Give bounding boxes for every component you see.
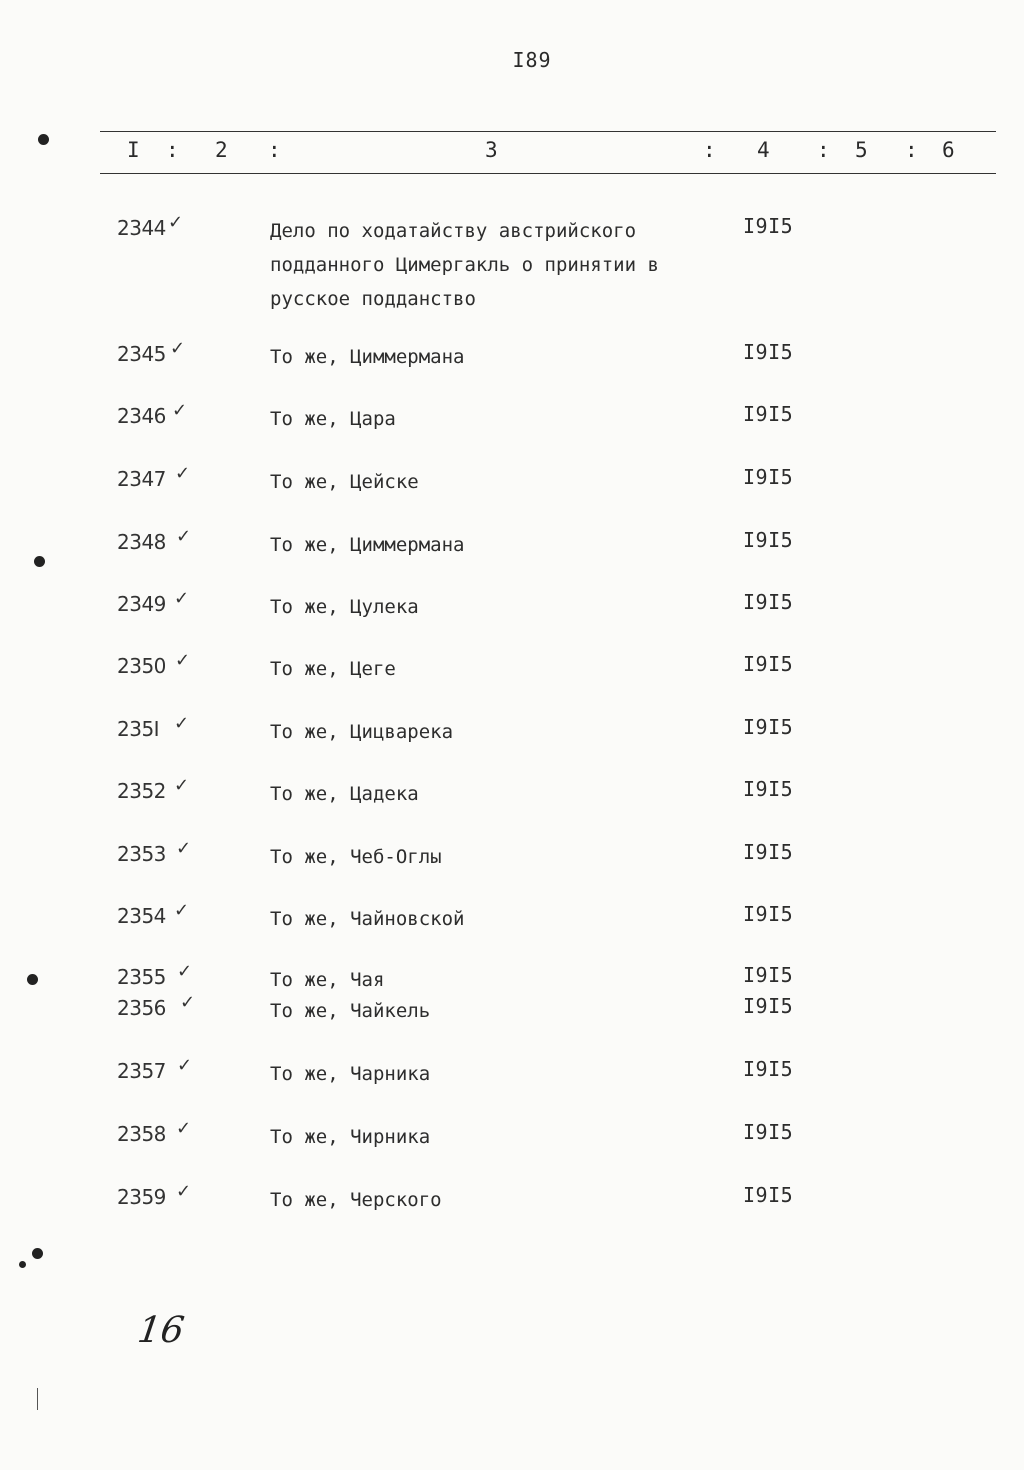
check-mark-icon: ✓: [174, 713, 190, 734]
record-year: I9I5: [743, 1057, 794, 1081]
header-separator: :: [817, 138, 830, 162]
header-col-3: 3: [485, 138, 498, 162]
record-description: То же, Циммермана: [270, 346, 465, 368]
punch-hole-mark: [34, 556, 45, 567]
header-separator: :: [703, 138, 716, 162]
record-description: То же, Чеб-Оглы: [270, 846, 442, 868]
header-top-rule: [100, 131, 996, 132]
margin-mark: [37, 1388, 38, 1410]
record-description: То же, Цадека: [270, 783, 419, 805]
record-description: То же, Цулека: [270, 596, 419, 618]
check-mark-icon: ✓: [172, 400, 188, 421]
record-year: I9I5: [743, 902, 794, 926]
header-separator: :: [268, 138, 281, 162]
check-mark-icon: ✓: [170, 338, 186, 359]
header-col-1: I: [127, 138, 140, 162]
header-col-5: 5: [855, 138, 868, 162]
check-mark-icon: ✓: [175, 463, 191, 484]
record-number: 2347: [117, 467, 166, 491]
record-year: I9I5: [743, 840, 794, 864]
header-col-4: 4: [757, 138, 770, 162]
punch-hole-mark: [19, 1261, 26, 1268]
record-year: I9I5: [743, 590, 794, 614]
record-description: То же, Цеге: [270, 658, 396, 680]
record-year: I9I5: [743, 340, 794, 364]
record-description: То же, Цара: [270, 408, 396, 430]
record-number: 2353: [117, 842, 166, 866]
record-year: I9I5: [743, 1183, 794, 1207]
record-number: 2352: [117, 779, 166, 803]
check-mark-icon: ✓: [177, 1055, 193, 1076]
record-number: 2356: [117, 996, 166, 1020]
record-description: То же, Черского: [270, 1189, 442, 1211]
check-mark-icon: ✓: [175, 650, 191, 671]
record-year: I9I5: [743, 214, 794, 238]
record-description: То же, Чайкель: [270, 1000, 431, 1022]
record-description: Дело по ходатайству австрийского подданного Цимергакль о принятии в русское подданство: [270, 220, 659, 310]
record-number: 2354: [117, 904, 166, 928]
header-col-6: 6: [942, 138, 955, 162]
record-description: То же, Чарника: [270, 1063, 431, 1085]
check-mark-icon: ✓: [176, 838, 192, 859]
record-year: I9I5: [743, 465, 794, 489]
record-year: I9I5: [743, 777, 794, 801]
record-description: То же, Цейске: [270, 471, 419, 493]
header-separator: :: [166, 138, 179, 162]
punch-hole-mark: [38, 134, 49, 145]
record-year: I9I5: [743, 528, 794, 552]
record-number: 2345: [117, 342, 166, 366]
record-description: То же, Чирника: [270, 1126, 431, 1148]
check-mark-icon: ✓: [176, 1181, 192, 1202]
record-number: 2344: [117, 216, 166, 240]
check-mark-icon: ✓: [174, 588, 190, 609]
check-mark-icon: ✓: [176, 1118, 192, 1139]
record-year: I9I5: [743, 963, 794, 987]
record-number: 2349: [117, 592, 166, 616]
record-description: То же, Чая: [270, 969, 385, 991]
handwritten-note: 16: [135, 1310, 187, 1351]
record-number: 235I: [117, 717, 160, 741]
record-number: 2346: [117, 404, 166, 428]
punch-hole-mark: [27, 974, 38, 985]
header-separator: :: [905, 138, 918, 162]
check-mark-icon: ✓: [174, 775, 190, 796]
record-description: То же, Чайновской: [270, 908, 465, 930]
header-col-2: 2: [215, 138, 228, 162]
punch-hole-mark: [32, 1248, 43, 1259]
record-year: I9I5: [743, 1120, 794, 1144]
check-mark-icon: ✓: [168, 212, 184, 233]
record-number: 2350: [117, 654, 166, 678]
check-mark-icon: ✓: [174, 900, 190, 921]
record-number: 2358: [117, 1122, 166, 1146]
record-description: То же, Циммермана: [270, 534, 465, 556]
record-number: 2359: [117, 1185, 166, 1209]
record-year: I9I5: [743, 994, 794, 1018]
page-number: I89: [512, 48, 552, 72]
table-header: [0, 138, 1024, 168]
check-mark-icon: ✓: [180, 992, 196, 1013]
record-description: То же, Цицварека: [270, 721, 454, 743]
record-number: 2357: [117, 1059, 166, 1083]
record-year: I9I5: [743, 715, 794, 739]
check-mark-icon: ✓: [176, 526, 192, 547]
record-year: I9I5: [743, 402, 794, 426]
record-number: 2348: [117, 530, 166, 554]
record-number: 2355: [117, 965, 166, 989]
check-mark-icon: ✓: [177, 961, 193, 982]
header-bottom-rule: [100, 173, 996, 174]
record-year: I9I5: [743, 652, 794, 676]
